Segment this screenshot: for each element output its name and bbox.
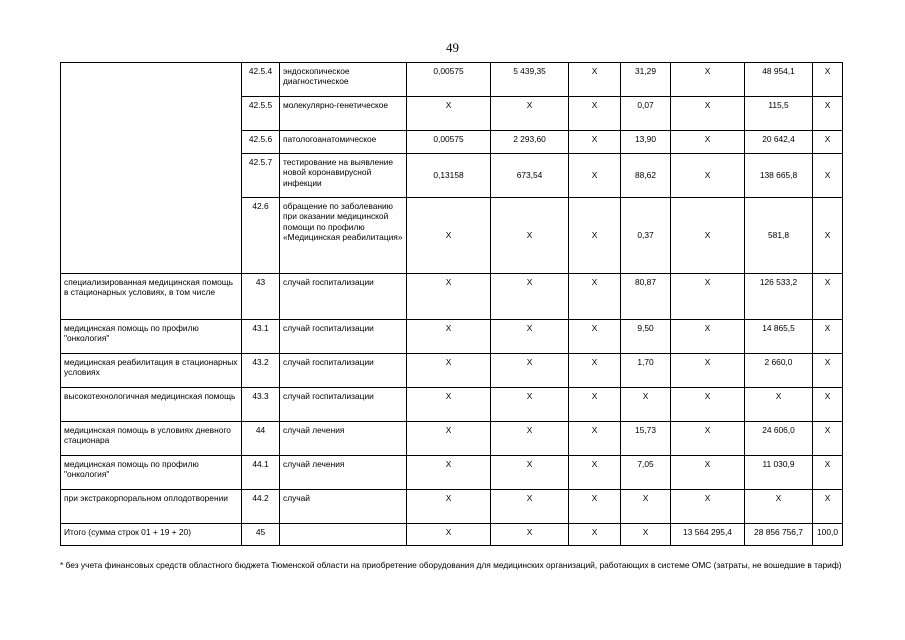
cell-col1: Х [407,274,491,320]
table-row [61,456,843,490]
cell-col7: Х [813,422,843,456]
cell-col5: Х [671,63,745,97]
row-code: 42.5.6 [242,131,280,154]
cell-col2: Х [491,198,569,274]
cell-col3: Х [569,320,621,354]
cell-col7: Х [813,63,843,97]
cell-col6: 24 606,0 [745,422,813,456]
row-name: при экстракорпоральном оплодотворении [61,490,242,524]
cell-col7: Х [813,131,843,154]
cell-col6: 126 533,2 [745,274,813,320]
cell-col4: 31,29 [621,63,671,97]
cell-col6: Х [745,490,813,524]
cell-col7: Х [813,154,843,198]
table-row [61,63,843,97]
row-code: 43.3 [242,388,280,422]
cell-col3: Х [569,274,621,320]
cell-col4: 15,73 [621,422,671,456]
cell-col5: Х [671,490,745,524]
cell-col4: 7,05 [621,456,671,490]
cell-col2: 673,54 [491,154,569,198]
cell-col3: Х [569,198,621,274]
cell-col4: 1,70 [621,354,671,388]
table-row [61,490,843,524]
cell-col1: 0,00575 [407,63,491,97]
cell-col4: 80,87 [621,274,671,320]
row-name: медицинская помощь в условиях дневного стационара [61,422,242,456]
cell-col1: Х [407,320,491,354]
row-code: 44.2 [242,490,280,524]
row-unit: молекулярно-генетическое [280,97,407,131]
cell-col1: Х [407,456,491,490]
row-code: 42.5.7 [242,154,280,198]
cell-col7: 100,0 [813,524,843,546]
cell-col7: Х [813,354,843,388]
cell-col5: Х [671,320,745,354]
table-row [61,320,843,354]
cell-col5: Х [671,354,745,388]
cell-col2: Х [491,388,569,422]
cell-col6: Х [745,388,813,422]
row-unit: случай [280,490,407,524]
row-code: 42.6 [242,198,280,274]
cell-col5: Х [671,422,745,456]
cell-col5: Х [671,456,745,490]
cell-col6: 14 865,5 [745,320,813,354]
row-unit: эндоскопическое диагностическое [280,63,407,97]
row-name: медицинская реабилитация в стационарных условиях [61,354,242,388]
cell-col7: Х [813,274,843,320]
row-unit: обращение по заболеванию при оказании медицинской помощи по профилю «Медицинская реабилитация» [280,198,407,274]
table-row [61,274,843,320]
cell-col1: Х [407,388,491,422]
cell-col1: Х [407,422,491,456]
cell-col5: 13 564 295,4 [671,524,745,546]
cell-col1: 0,00575 [407,131,491,154]
cell-col2: Х [491,456,569,490]
row-code: 42.5.4 [242,63,280,97]
cell-col5: Х [671,274,745,320]
cell-col3: Х [569,422,621,456]
row-unit: патологоанатомическое [280,131,407,154]
cell-col1: 0,13158 [407,154,491,198]
cell-col4: Х [621,490,671,524]
row-name: специализированная медицинская помощь в стационарных условиях, в том числе [61,274,242,320]
row-unit: случай лечения [280,456,407,490]
cell-col6: 138 665,8 [745,154,813,198]
table-row [61,388,843,422]
row-unit: случай госпитализации [280,388,407,422]
tariff-table [60,62,843,546]
page-number: 49 [446,40,459,55]
cell-col6: 28 856 756,7 [745,524,813,546]
cell-col7: Х [813,97,843,131]
cell-col2: Х [491,354,569,388]
cell-col6: 115,5 [745,97,813,131]
cell-col2: Х [491,274,569,320]
cell-col3: Х [569,354,621,388]
cell-col3: Х [569,456,621,490]
cell-col3: Х [569,97,621,131]
cell-col6: 581,8 [745,198,813,274]
cell-col1: Х [407,198,491,274]
cell-col2: Х [491,320,569,354]
cell-col6: 48 954,1 [745,63,813,97]
cell-col5: Х [671,131,745,154]
cell-col3: Х [569,63,621,97]
row-unit [280,524,407,546]
cell-col4: 0,07 [621,97,671,131]
row-code: 43 [242,274,280,320]
table-row [61,422,843,456]
row-unit: случай госпитализации [280,320,407,354]
table-row [61,354,843,388]
row-code: 42.5.5 [242,97,280,131]
cell-col7: Х [813,320,843,354]
row-code: 45 [242,524,280,546]
row-name: высокотехнологичная медицинская помощь [61,388,242,422]
cell-col2: Х [491,524,569,546]
row-unit: случай лечения [280,422,407,456]
cell-col4: 9,50 [621,320,671,354]
cell-col3: Х [569,154,621,198]
row-unit: случай госпитализации [280,354,407,388]
cell-col5: Х [671,388,745,422]
cell-col3: Х [569,131,621,154]
cell-col6: 20 642,4 [745,131,813,154]
cell-col3: Х [569,490,621,524]
row-code: 44 [242,422,280,456]
cell-col7: Х [813,198,843,274]
row-code: 43.2 [242,354,280,388]
cell-col4: 88,62 [621,154,671,198]
cell-col5: Х [671,97,745,131]
table-row-total [61,524,843,546]
cell-col7: Х [813,490,843,524]
cell-col7: Х [813,388,843,422]
cell-col1: Х [407,490,491,524]
cell-col2: Х [491,97,569,131]
row-unit: случай госпитализации [280,274,407,320]
cell-col1: Х [407,524,491,546]
cell-col7: Х [813,456,843,490]
cell-col4: 13,90 [621,131,671,154]
cell-col2: Х [491,422,569,456]
cell-col4: Х [621,524,671,546]
row-name: Итого (сумма строк 01 + 19 + 20) [61,524,242,546]
cell-col2: Х [491,490,569,524]
footnote: * без учета финансовых средств областного бюджета Тюменской области на приобретение оборудования для медицинских организаций, работающих в системе ОМС (затраты, не вошедшие в тариф) [60,560,842,570]
cell-col3: Х [569,524,621,546]
cell-col2: 5 439,35 [491,63,569,97]
cell-col6: 2 660,0 [745,354,813,388]
cell-col5: Х [671,198,745,274]
cell-col1: Х [407,354,491,388]
cell-col3: Х [569,388,621,422]
row-name: медицинская помощь по профилю "онкология" [61,456,242,490]
cell-col6: 11 030,9 [745,456,813,490]
row-code: 43.1 [242,320,280,354]
row-code: 44.1 [242,456,280,490]
cell-col1: Х [407,97,491,131]
row-name-cell [61,63,242,274]
cell-col4: Х [621,388,671,422]
cell-col2: 2 293,60 [491,131,569,154]
row-name: медицинская помощь по профилю "онкология" [61,320,242,354]
row-unit: тестирование на выявление новой коронавирусной инфекции [280,154,407,198]
cell-col4: 0,37 [621,198,671,274]
cell-col5: Х [671,154,745,198]
